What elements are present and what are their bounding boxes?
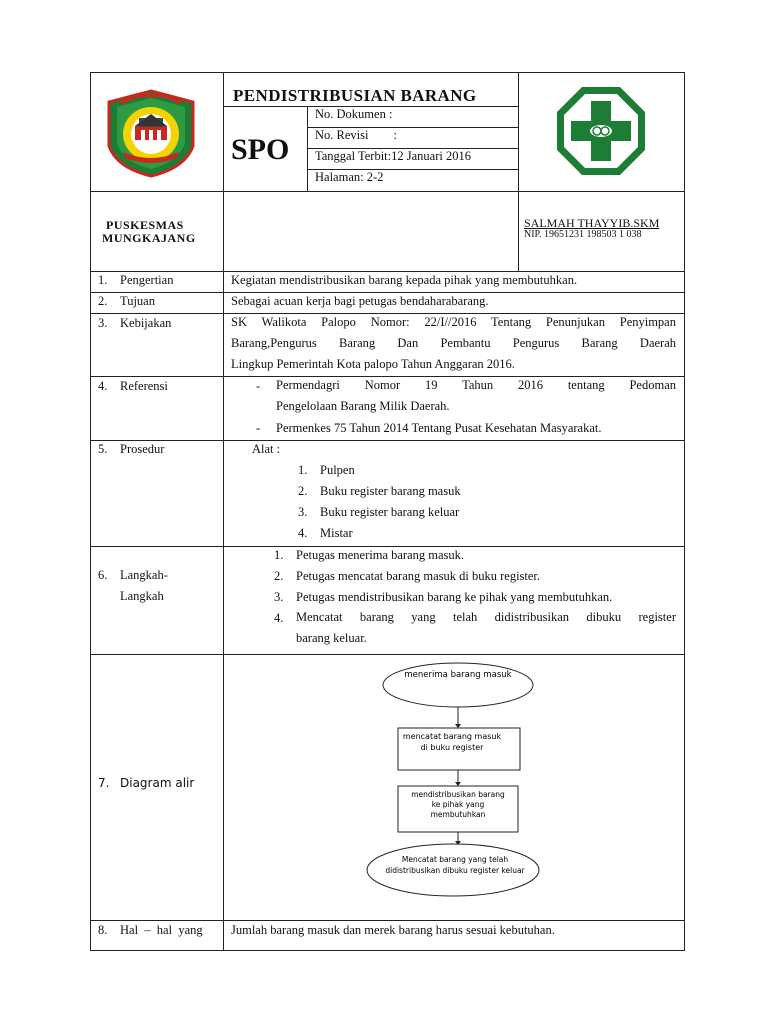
row-label-kebijakan: Kebijakan [120, 316, 172, 330]
alat-item: Pulpen [320, 463, 355, 477]
referensi-item-2: Permenkes 75 Tahun 2014 Tentang Pusat Kesehatan Masyarakat. [276, 421, 602, 435]
row-number: 2. [98, 294, 108, 308]
spo-label: SPO [231, 133, 290, 166]
row-number: 5. [98, 442, 108, 456]
referensi-item-1-line-2: Pengelolaan Barang Milik Daerah. [276, 399, 450, 413]
row-number: 1. [98, 273, 108, 287]
row-label-diagram: Diagram alir [120, 776, 195, 790]
no-revisi-field: No. Revisi : [315, 128, 397, 142]
list-marker: 2. [298, 484, 308, 498]
langkah-item: Petugas mencatat barang masuk di buku register. [296, 569, 541, 583]
flowchart-step-2-text-line-1: mencatat barang masuk [402, 732, 502, 741]
arrow-head-icon [455, 724, 461, 728]
kebijakan-line-3: Lingkup Pemerintah Kota palopo Tahun Anggaran 2016. [231, 357, 515, 371]
row-label-langkah-line2: Langkah [120, 589, 164, 603]
alat-item: Buku register barang keluar [320, 505, 460, 519]
langkah-item-4-line-1: Mencatat barang yang telah didistribusikan dibuku register [296, 610, 676, 624]
alat-item: Buku register barang masuk [320, 484, 461, 498]
langkah-item-4 [296, 607, 676, 649]
flowchart-step-1-text: menerima barang masuk [404, 670, 512, 680]
row-number: 4. [98, 379, 108, 393]
signatory-nip: NIP. 19651231 198503 1 038 [524, 229, 642, 240]
flowchart-step-4-text-line-1: Mencatat barang yang telah [401, 855, 509, 864]
flowchart-step-4-text-line-2: didistribusikan dibuku register keluar [385, 866, 525, 875]
flowchart-step-2-text-line-2: di buku register [420, 743, 484, 752]
kebijakan-line-2: Barang,Pengurus Barang Dan Pembantu Pengurus Barang Daerah [231, 336, 676, 350]
halaman-field: Halaman: 2-2 [315, 170, 384, 184]
row-label-referensi: Referensi [120, 379, 168, 393]
kebijakan-text [231, 312, 676, 375]
flowchart-step-3-text-line-3: membutuhkan [430, 810, 486, 819]
row-label-prosedur: Prosedur [120, 442, 165, 456]
puskesmas-cross-logo-icon [555, 85, 647, 177]
palopo-city-emblem-icon [105, 88, 197, 178]
bullet-marker: - [256, 379, 261, 393]
arrow-head-icon [455, 782, 461, 786]
row-number: 8. [98, 923, 108, 937]
list-marker: 3. [274, 590, 284, 604]
list-marker: 4. [298, 526, 308, 540]
row-number: 7. [98, 776, 110, 790]
document-title: PENDISTRIBUSIAN BARANG [233, 86, 477, 105]
row-number: 3. [98, 316, 108, 330]
tanggal-terbit-field: Tanggal Terbit:12 Januari 2016 [315, 149, 471, 163]
referensi-item-1 [276, 375, 676, 417]
no-dokumen-field: No. Dokumen : [315, 107, 393, 121]
hal-text: Jumlah barang masuk dan merek barang harus sesuai kebutuhan. [231, 923, 555, 937]
row-number: 6. [98, 568, 108, 582]
list-marker: 1. [298, 463, 308, 477]
signatory-name: SALMAH THAYYIB.SKM [524, 216, 660, 230]
row-label-langkah-line1: Langkah- [120, 568, 168, 582]
unit-name-line1: PUSKESMAS [106, 218, 184, 232]
list-marker: 4. [274, 611, 284, 625]
list-marker: 3. [298, 505, 308, 519]
alat-item: Mistar [320, 526, 353, 540]
referensi-item-1-line-1: Permendagri Nomor 19 Tahun 2016 tentang Pedoman [276, 378, 676, 392]
pengertian-text: Kegiatan mendistribusikan barang kepada pihak yang membutuhkan. [231, 273, 578, 287]
flowchart-step-3-text-line-2: ke pihak yang [431, 800, 485, 809]
bullet-marker: - [256, 421, 261, 435]
flowchart [360, 660, 560, 915]
tujuan-text: Sebagai acuan kerja bagi petugas bendaharabarang. [231, 294, 489, 308]
alat-heading: Alat : [252, 442, 281, 456]
list-marker: 2. [274, 569, 284, 583]
kebijakan-line-1: SK Walikota Palopo Nomor: 22/I//2016 Tentang Penunjukan Penyimpan [231, 315, 676, 329]
unit-name-line2: MUNGKAJANG [102, 231, 196, 245]
row-label-tujuan: Tujuan [120, 294, 155, 308]
langkah-item-4-line-2: barang keluar. [296, 631, 367, 645]
list-marker: 1. [274, 548, 284, 562]
row-label-pengertian: Pengertian [120, 273, 174, 287]
flowchart-step-3-text-line-1: mendistribusikan barang [411, 790, 505, 799]
row-label-hal: Hal – hal yang [120, 923, 203, 937]
langkah-item: Petugas mendistribusikan barang ke pihak yang membutuhkan. [296, 590, 613, 604]
langkah-item: Petugas menerima barang masuk. [296, 548, 465, 562]
